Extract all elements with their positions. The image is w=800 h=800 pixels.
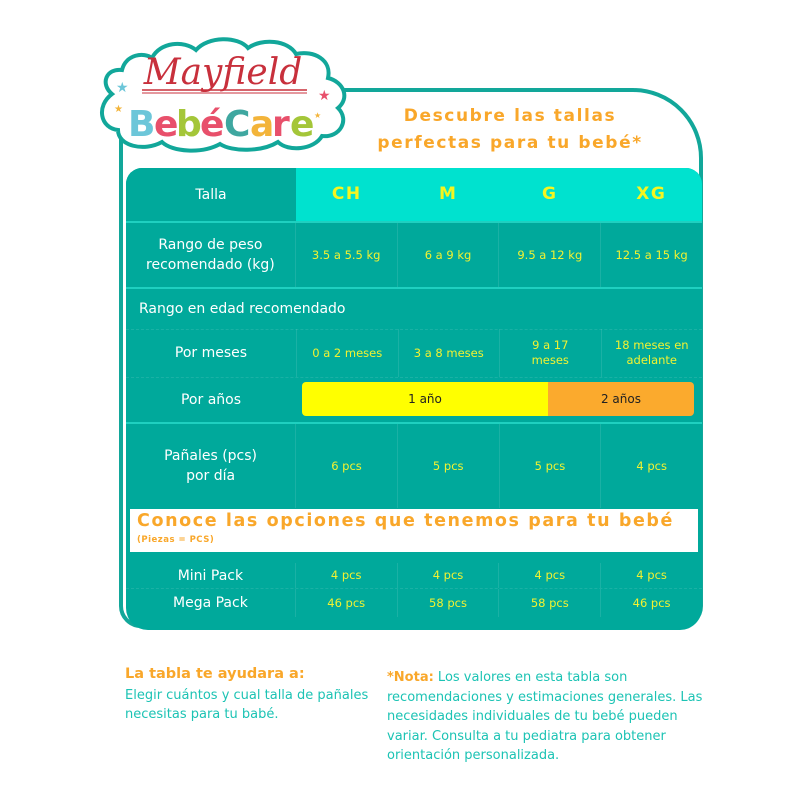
years-bar [302,382,694,416]
help-body: Elegir cuántos y cual talla de pañales necesitas para tu babé. [125,688,369,722]
size-xg: XG [636,184,667,204]
mayfield-bebe-care-logo [92,34,354,154]
mini-pack-ch: 4 pcs [295,563,397,588]
year-2-segment: 2 años [548,382,694,416]
mini-pack-label: Mini Pack [177,567,244,584]
svg-text:B: B [128,104,156,145]
months-g: 9 a 17 meses [499,329,601,377]
svg-text:★: ★ [114,104,123,115]
page-heading [340,103,680,157]
weight-m: 6 a 9 kg [397,223,499,287]
mega-pack-ch: 46 pcs [295,589,397,617]
disclaimer-note [387,668,707,766]
diapers-g: 5 pcs [499,424,601,508]
mini-pack-m: 4 pcs [397,563,499,588]
diapers-xg: 4 pcs [600,424,702,508]
options-banner [130,509,698,552]
svg-text:Mayfield: Mayfield [143,52,303,93]
mega-pack-m: 58 pcs [397,589,499,617]
table-row-months [126,329,702,377]
note-body: Los valores en esta tabla son recomendaciones y estimaciones generales. Las necesidades individuales de tu bebé pueden variar. Consulta a tu pediatra para obtener orientación personalizada. [387,670,703,763]
diapers-label: Pañales (pcs) por día [164,448,258,484]
note-label: *Nota: [387,670,434,685]
mega-pack-label: Mega Pack [173,595,248,611]
options-title: Conoce las opciones que tenemos para tu bebé [137,511,675,531]
weight-label: Rango de peso recomendado (kg) [146,237,275,273]
table-row-mega-pack [126,589,702,617]
svg-text:e: e [154,104,179,145]
table-row-years [126,377,702,422]
size-ch: CH [331,184,362,204]
table-row-diapers-per-day [126,424,702,508]
heading-line-2: perfectas para tu bebé* [377,133,643,153]
mini-pack-xg: 4 pcs [600,563,702,588]
svg-text:e: e [290,104,315,145]
years-label: Por años [180,391,242,408]
svg-text:★: ★ [314,111,322,120]
weight-ch: 3.5 a 5.5 kg [295,223,397,287]
weight-xg: 12.5 a 15 kg [600,223,702,287]
age-section-title: Rango en edad recomendado [139,301,346,317]
mega-pack-g: 58 pcs [498,589,600,617]
size-columns [296,168,702,221]
table-row-mini-pack [126,563,702,588]
options-subtitle: (Piezas = PCS) [137,535,215,545]
mega-pack-xg: 46 pcs [600,589,702,617]
svg-text:C: C [224,104,251,145]
svg-text:a: a [250,104,275,145]
svg-text:★: ★ [116,80,129,96]
size-g: G [542,184,558,204]
table-header-row [126,168,702,221]
months-xg: 18 meses en adelante [601,329,703,377]
svg-text:é: é [200,104,225,145]
diapers-m: 5 pcs [397,424,499,508]
size-m: M [439,184,458,204]
months-label: Por meses [174,345,248,361]
year-1-segment: 1 año [302,382,548,416]
size-table [126,168,702,630]
diapers-ch: 6 pcs [295,424,397,508]
svg-text:r: r [272,104,290,145]
help-title: La tabla te ayudara a: [125,666,305,682]
heading-line-1: Descubre las tallas [403,106,617,126]
size-label: Talla [126,168,296,221]
table-row-age-title [126,289,702,329]
weight-g: 9.5 a 12 kg [498,223,600,287]
svg-text:b: b [176,104,202,145]
months-m: 3 a 8 meses [398,329,500,377]
mini-pack-g: 4 pcs [498,563,600,588]
table-row-weight [126,223,702,287]
months-ch: 0 a 2 meses [296,329,398,377]
svg-text:★: ★ [318,88,331,104]
logo-cloud-icon [92,34,354,154]
